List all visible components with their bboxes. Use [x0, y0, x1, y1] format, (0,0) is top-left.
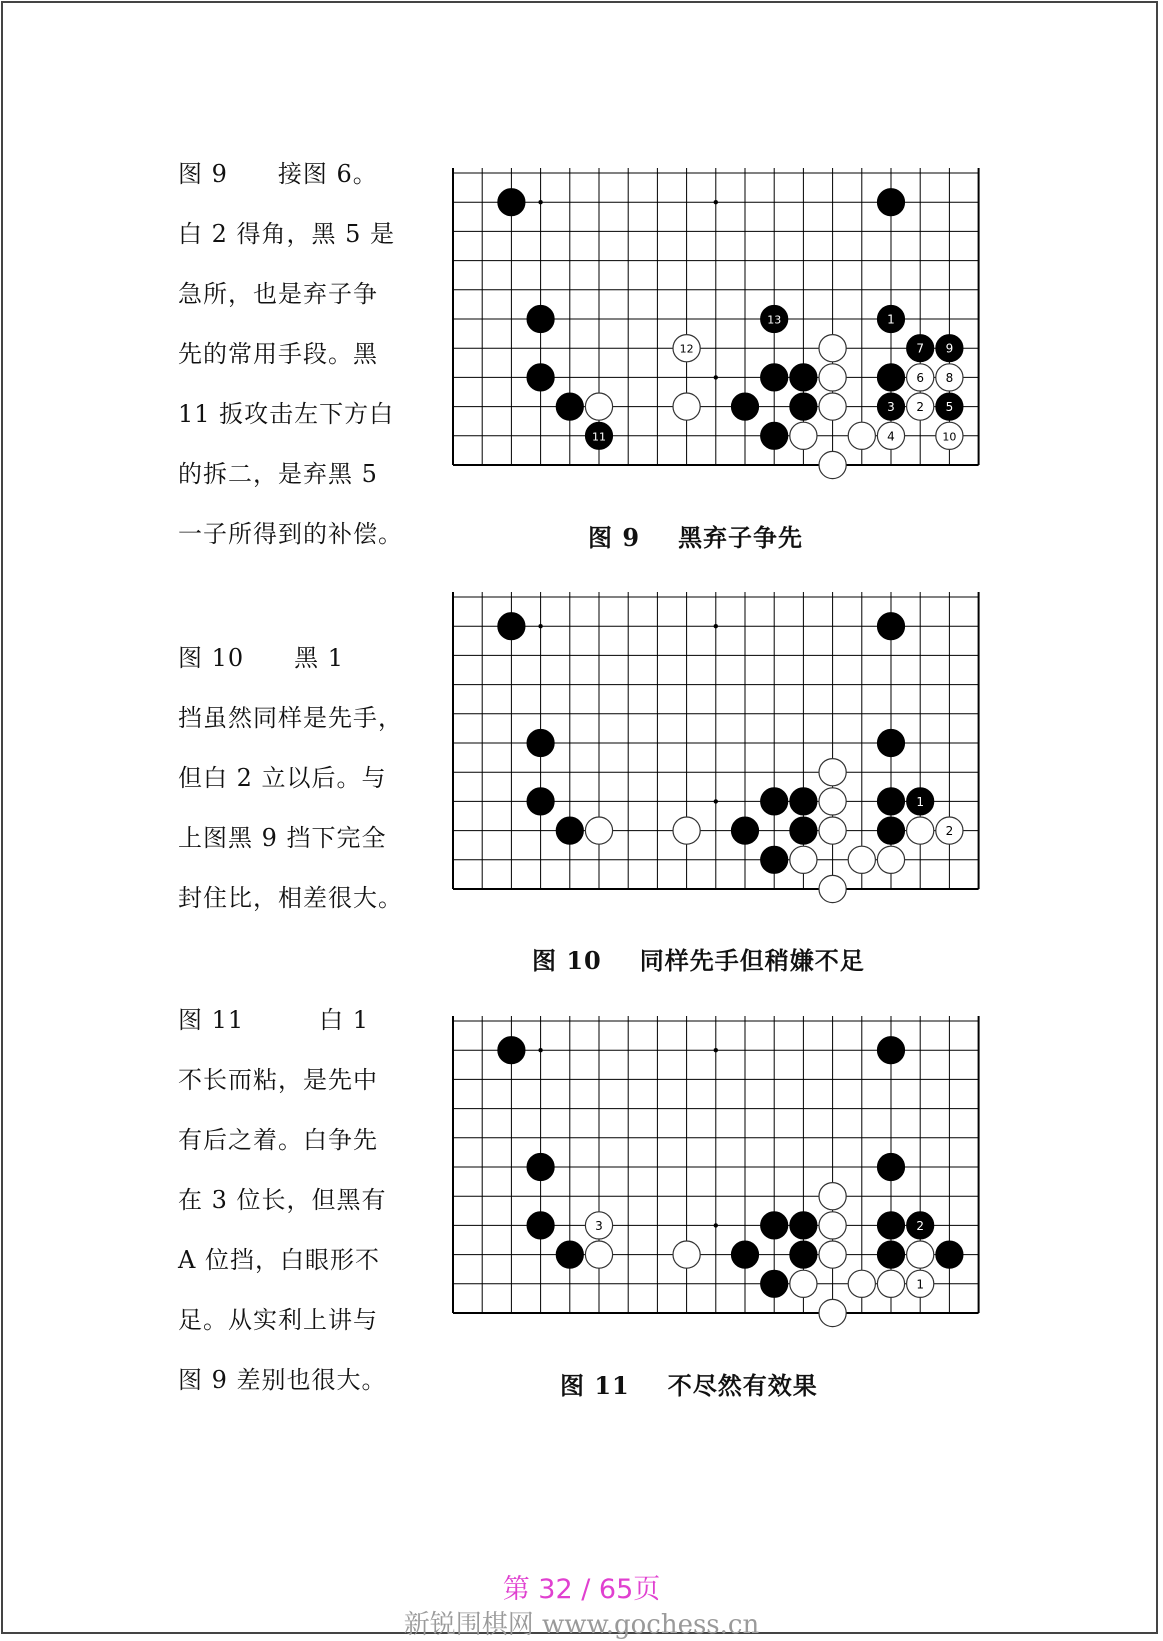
white-stone	[585, 1241, 612, 1268]
caption-title: 黑弃子争先	[678, 523, 804, 552]
white-stone	[819, 1183, 846, 1210]
white-stone	[819, 364, 846, 391]
black-stone	[527, 1212, 554, 1239]
star-point	[714, 200, 718, 204]
white-stone	[819, 393, 846, 420]
black-stone	[498, 1037, 525, 1064]
move-number-label: 2	[916, 1218, 925, 1233]
black-stone	[790, 393, 817, 420]
white-stone	[819, 788, 846, 815]
caption-figure-10	[532, 941, 865, 976]
black-stone	[761, 846, 788, 873]
caption-title: 不尽然有效果	[667, 1371, 818, 1400]
black-stone	[877, 1241, 904, 1268]
paragraph-line: 先的常用手段。黑	[178, 340, 378, 368]
black-stone	[877, 1153, 904, 1180]
white-stone	[819, 1299, 846, 1326]
paragraph-line: 封住比，相差很大。	[178, 884, 403, 912]
paragraph-line: 白 2 得角，黑 5 是	[178, 220, 396, 248]
paragraph-line: 图 9 差别也很大。	[178, 1366, 387, 1394]
go-board-figure-11	[448, 1016, 983, 1346]
move-number-label: 9	[945, 341, 954, 356]
black-stone	[936, 1241, 963, 1268]
caption-figure-9	[588, 518, 803, 553]
paragraph-figure-11	[178, 990, 413, 1410]
star-point	[714, 1048, 718, 1052]
star-point	[714, 624, 718, 628]
black-stone	[498, 189, 525, 216]
paragraph-line: 足。从实利上讲与	[178, 1306, 378, 1334]
white-stone	[819, 817, 846, 844]
white-stone	[819, 335, 846, 362]
paragraph-line: A 位挡，白眼形不	[178, 1246, 380, 1274]
white-stone	[848, 1270, 875, 1297]
star-point	[714, 799, 718, 803]
paragraph-line: 急所，也是弃子争	[178, 280, 378, 308]
move-number-label: 1	[887, 312, 895, 327]
paragraph-line: 不长而粘，是先中	[178, 1066, 378, 1094]
star-point	[714, 1223, 718, 1227]
move-number-label: 5	[945, 400, 954, 415]
move-number-label: 8	[945, 370, 954, 385]
black-stone	[556, 1241, 583, 1268]
paragraph-line: 有后之着。白争先	[178, 1126, 378, 1154]
paragraph-line: 图 9 接图 6。	[178, 160, 378, 188]
page-number: 第 32 / 65页	[502, 1574, 661, 1605]
caption-figure-11	[560, 1366, 818, 1401]
go-board-figure-9	[448, 168, 983, 498]
caption-number: 图 11	[560, 1371, 630, 1400]
white-stone	[848, 846, 875, 873]
white-stone	[585, 393, 612, 420]
black-stone	[877, 788, 904, 815]
black-stone	[877, 189, 904, 216]
white-stone	[907, 817, 934, 844]
move-number-label: 1	[916, 1277, 925, 1292]
move-number-label: 4	[887, 429, 895, 444]
white-stone	[819, 759, 846, 786]
black-stone	[527, 788, 554, 815]
star-point	[714, 375, 718, 379]
black-stone	[790, 364, 817, 391]
white-stone	[877, 1270, 904, 1297]
paragraph-line: 在 3 位长，但黑有	[178, 1186, 387, 1214]
paragraph-line: 但白 2 立以后。与	[178, 764, 387, 792]
black-stone	[877, 1037, 904, 1064]
move-number-label: 3	[887, 400, 895, 415]
white-stone	[819, 1241, 846, 1268]
black-stone	[731, 393, 758, 420]
caption-number: 图 10	[532, 946, 602, 975]
go-board-svg	[448, 592, 999, 909]
move-number-label: 3	[595, 1218, 603, 1233]
black-stone	[761, 1270, 788, 1297]
move-number-label: 2	[945, 824, 954, 839]
move-number-label: 13	[767, 313, 782, 327]
black-stone	[790, 1212, 817, 1239]
go-board-svg	[448, 1016, 999, 1333]
black-stone	[877, 817, 904, 844]
black-stone	[731, 1241, 758, 1268]
move-number-label: 12	[679, 342, 694, 356]
white-stone	[673, 393, 700, 420]
black-stone	[761, 788, 788, 815]
caption-number: 图 9	[588, 523, 641, 552]
white-stone	[819, 875, 846, 902]
go-board-figure-10	[448, 592, 983, 922]
paragraph-line: 11 扳攻击左下方白	[178, 400, 395, 428]
black-stone	[877, 729, 904, 756]
white-stone	[848, 422, 875, 449]
black-stone	[877, 613, 904, 640]
site-watermark: 新锐围棋网 www.gochess.cn	[403, 1610, 760, 1640]
black-stone	[790, 788, 817, 815]
black-stone	[761, 364, 788, 391]
black-stone	[761, 1212, 788, 1239]
star-point	[538, 200, 542, 204]
black-stone	[877, 1212, 904, 1239]
go-board-svg	[448, 168, 999, 485]
paragraph-line: 挡虽然同样是先手，	[178, 704, 403, 732]
move-number-label: 1	[916, 794, 925, 809]
paragraph-line: 的拆二，是弃黑 5	[178, 460, 378, 488]
white-stone	[907, 1241, 934, 1268]
black-stone	[527, 729, 554, 756]
black-stone	[527, 364, 554, 391]
black-stone	[498, 613, 525, 640]
black-stone	[790, 1241, 817, 1268]
white-stone	[673, 817, 700, 844]
black-stone	[790, 817, 817, 844]
white-stone	[673, 1241, 700, 1268]
black-stone	[527, 1153, 554, 1180]
paragraph-line: 图 10 黑 1	[178, 644, 345, 672]
star-point	[538, 624, 542, 628]
star-point	[538, 1048, 542, 1052]
move-number-label: 2	[916, 400, 925, 415]
black-stone	[761, 422, 788, 449]
black-stone	[877, 364, 904, 391]
move-number-label: 6	[916, 370, 925, 385]
white-stone	[790, 422, 817, 449]
black-stone	[527, 305, 554, 332]
move-number-label: 10	[942, 430, 957, 444]
white-stone	[819, 1212, 846, 1239]
black-stone	[556, 393, 583, 420]
paragraph-line: 图 11 白 1	[178, 1006, 370, 1034]
white-stone	[790, 846, 817, 873]
paragraph-figure-10	[178, 628, 413, 928]
move-number-label: 11	[592, 430, 606, 444]
move-number-label: 7	[916, 341, 925, 356]
paragraph-figure-9	[178, 144, 413, 564]
caption-title: 同样先手但稍嫌不足	[639, 946, 865, 975]
black-stone	[731, 817, 758, 844]
black-stone	[556, 817, 583, 844]
paragraph-line: 上图黑 9 挡下完全	[178, 824, 387, 852]
white-stone	[585, 817, 612, 844]
white-stone	[790, 1270, 817, 1297]
white-stone	[877, 846, 904, 873]
white-stone	[819, 451, 846, 478]
paragraph-line: 一子所得到的补偿。	[178, 520, 403, 548]
